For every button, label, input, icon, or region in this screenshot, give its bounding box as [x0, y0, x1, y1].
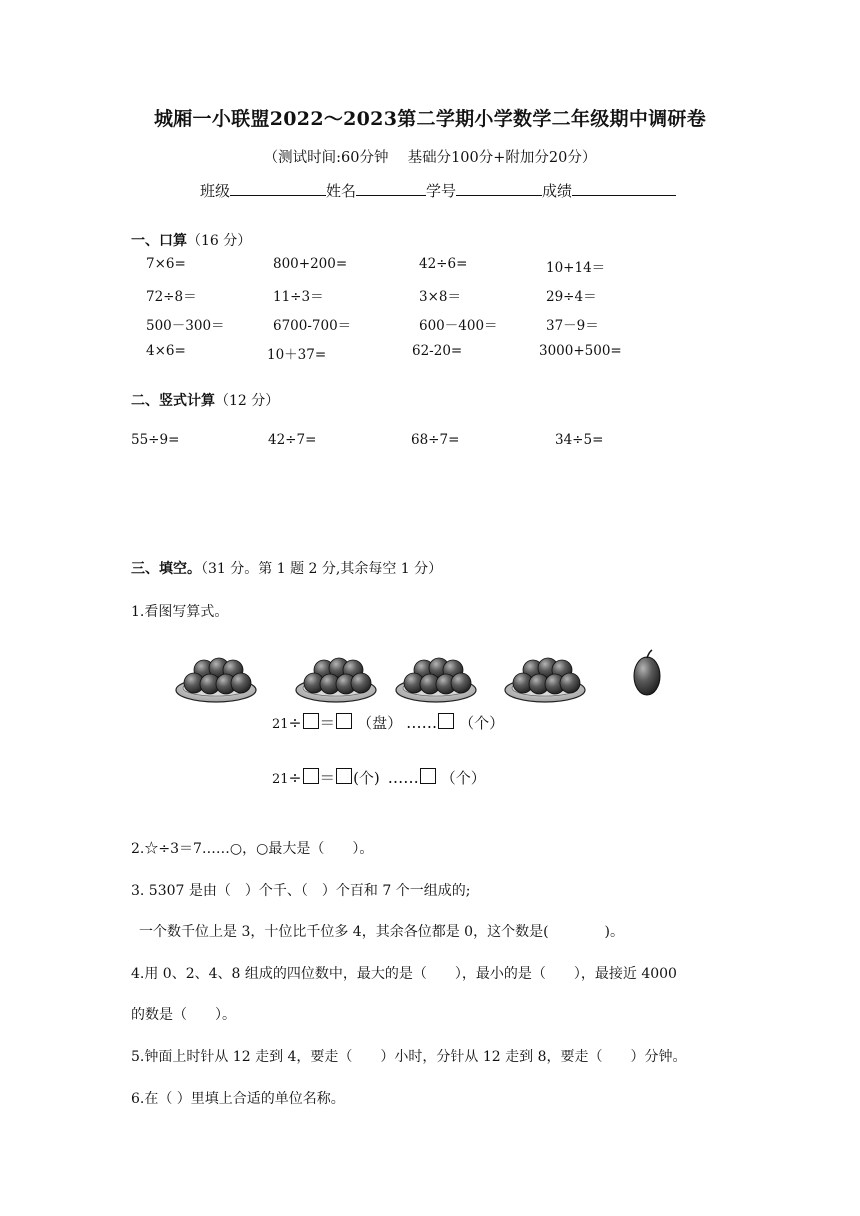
- name-label: 姓名: [326, 182, 357, 200]
- vertical-calc-item: 34÷5=: [555, 432, 604, 448]
- score-blank[interactable]: [572, 181, 676, 196]
- vertical-calc-item: 68÷7=: [411, 432, 460, 448]
- class-label: 班级: [200, 182, 231, 200]
- question-2: 2.☆÷3＝7……○，○最大是（ ）。: [131, 841, 374, 857]
- equals-sign: ＝: [319, 714, 336, 732]
- plate-of-apples: [296, 658, 376, 702]
- remainder-dots: ……: [387, 769, 419, 787]
- oral-calc-item: 3×8＝: [419, 289, 461, 305]
- question-6: 6.在（ ）里填上合适的单位名称。: [131, 1091, 345, 1107]
- oral-calc-item: 7×6=: [146, 256, 186, 272]
- oral-calc-item: 37－9＝: [546, 318, 599, 334]
- answer-box[interactable]: [336, 768, 352, 784]
- oral-calc-item: 600－400＝: [419, 318, 498, 334]
- oral-calc-item: 29÷4＝: [546, 289, 597, 305]
- section2-points: （12 分）: [215, 393, 280, 409]
- dividend-21: 21: [272, 772, 289, 787]
- section1-heading: [131, 230, 251, 250]
- remainder-dots: ……: [406, 714, 438, 732]
- student-info-line: [200, 180, 676, 201]
- divide-sign: ÷: [288, 714, 302, 732]
- oral-calc-item: 11÷3＝: [273, 289, 324, 305]
- question-3-part-2: 一个数千位上是 3，十位比千位多 4，其余各位都是 0，这个数是( )。: [139, 924, 624, 940]
- dividend-21: 21: [272, 717, 289, 732]
- vertical-calc-item: 55÷9=: [131, 432, 180, 448]
- plate-of-apples: [396, 658, 476, 702]
- oral-calc-item: 6700-700＝: [273, 318, 352, 334]
- answer-box[interactable]: [438, 713, 454, 729]
- section1-title: 一、口算: [131, 233, 187, 249]
- oral-calc-item: 10＋37=: [267, 347, 327, 363]
- answer-box[interactable]: [420, 768, 436, 784]
- plate-of-apples: [176, 658, 256, 702]
- oral-calc-item: 62-20=: [412, 343, 463, 359]
- answer-box[interactable]: [336, 713, 352, 729]
- exam-subtitle: （测试时间:60分钟 基础分100分+附加分20分）: [263, 150, 597, 166]
- question-4-part-2: 的数是（ ）。: [131, 1007, 236, 1023]
- section2-heading: [131, 390, 279, 410]
- oral-calc-item: 42÷6=: [419, 256, 468, 272]
- unit-piece: (个): [353, 769, 380, 787]
- section1-points: （16 分）: [187, 233, 252, 249]
- equation-line-1: [272, 711, 504, 733]
- vertical-calc-item: 42÷7=: [268, 432, 317, 448]
- equals-sign: ＝: [319, 769, 336, 787]
- section3-title: 三、填空。: [131, 561, 201, 577]
- id-blank[interactable]: [456, 181, 542, 196]
- apple-plates-illustration: [0, 640, 860, 720]
- question-5: 5.钟面上时针从 12 走到 4，要走（ ）小时，分针从 12 走到 8，要走（ ）分钟。: [131, 1049, 687, 1065]
- section3-points: （31 分。第 1 题 2 分,其余每空 1 分）: [201, 561, 443, 577]
- answer-box[interactable]: [303, 768, 319, 784]
- oral-calc-item: 800+200=: [273, 256, 348, 272]
- id-label: 学号: [426, 182, 457, 200]
- section3-heading: [131, 558, 442, 578]
- equation-line-2: [272, 766, 486, 788]
- oral-calc-item: 4×6=: [146, 343, 186, 359]
- divide-sign: ÷: [288, 769, 302, 787]
- question-3-part-1: 3. 5307 是由（ ）个千、（ ）个百和 7 个一组成的;: [131, 883, 471, 899]
- unit-plate: （盘）: [357, 714, 403, 732]
- name-blank[interactable]: [356, 181, 426, 196]
- oral-calc-item: 500－300＝: [146, 318, 225, 334]
- question-1: 1.看图写算式。: [131, 604, 229, 620]
- question-4-part-1: 4.用 0、2、4、8 组成的四位数中，最大的是（ ），最小的是（ ），最接近 4000: [131, 966, 677, 982]
- oral-calc-item: 3000+500=: [539, 343, 622, 359]
- plate-of-apples: [505, 658, 585, 702]
- exam-title: 城厢一小联盟2022～2023第二学期小学数学二年级期中调研卷: [153, 108, 707, 130]
- score-label: 成绩: [542, 182, 573, 200]
- section2-title: 二、竖式计算: [131, 393, 215, 409]
- answer-box[interactable]: [303, 713, 319, 729]
- single-apple: [634, 650, 660, 695]
- oral-calc-item: 72÷8＝: [146, 289, 197, 305]
- unit-piece: （个）: [459, 714, 505, 732]
- unit-piece: （个）: [440, 769, 486, 787]
- oral-calc-item: 10+14＝: [546, 260, 606, 276]
- class-blank[interactable]: [230, 181, 326, 196]
